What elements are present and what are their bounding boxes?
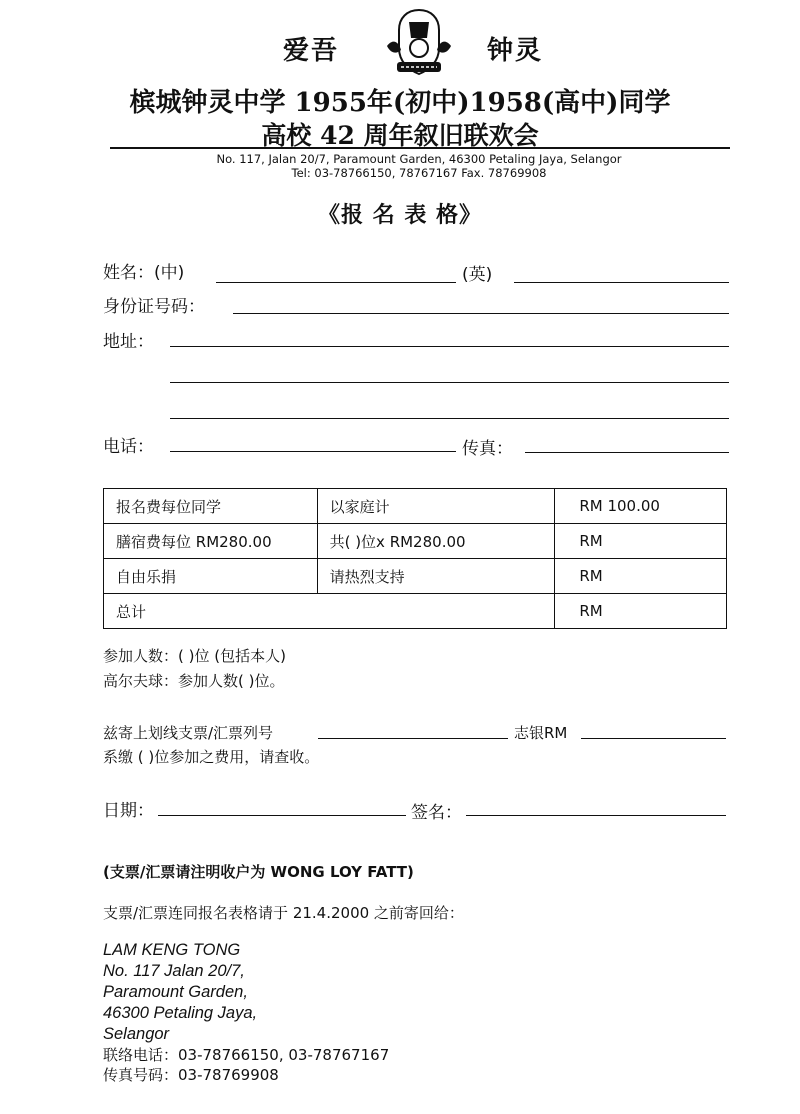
fax-field[interactable] <box>525 452 729 453</box>
fee-item: 自由乐捐 <box>104 559 318 594</box>
signature-field[interactable] <box>466 815 726 816</box>
header-phone-fax: Tel: 03-78766150, 78767167 Fax. 78769908 <box>291 166 547 180</box>
contact-phone: 联络电话：03-78766150, 03-78767167 <box>103 1046 390 1064</box>
date-label: 日期： <box>103 801 154 821</box>
fee-amount[interactable]: RM <box>555 594 727 629</box>
table-row <box>104 594 727 629</box>
phone-label: 电话： <box>103 437 154 457</box>
mailing-address-line: No. 117 Jalan 20/7, <box>103 962 245 980</box>
fee-detail: 以家庭计 <box>317 489 555 524</box>
name-chinese-field[interactable] <box>216 282 456 283</box>
fee-payment-note[interactable]: 系缴 ( )位参加之费用，请查收。 <box>103 748 320 766</box>
fee-item: 总计 <box>104 594 555 629</box>
mailing-address-line: LAM KENG TONG <box>103 941 241 959</box>
school-crest-icon <box>383 8 455 78</box>
cheque-number-label: 兹寄上划线支票/汇票列号 <box>103 724 274 742</box>
signature-label: 签名： <box>411 803 462 823</box>
table-row <box>104 559 727 594</box>
fee-item: 报名费每位同学 <box>104 489 318 524</box>
name-english-label: (英) <box>462 265 493 285</box>
deadline-note: 支票/汇票连同报名表格请于 21.4.2000 之前寄回给： <box>103 904 464 922</box>
event-title-line1: 槟城钟灵中学 1955年(初中)1958(高中)同学 <box>129 88 671 118</box>
motto-left: 爱吾 <box>283 36 340 66</box>
participant-count[interactable]: 参加人数：( )位 (包括本人) <box>103 647 286 665</box>
address-label: 地址： <box>103 332 154 352</box>
mailing-address-line: Paramount Garden, <box>103 983 248 1001</box>
address-field-line2[interactable] <box>170 382 729 383</box>
phone-field[interactable] <box>170 451 456 452</box>
date-field[interactable] <box>158 815 406 816</box>
fee-detail: 请热烈支持 <box>317 559 555 594</box>
contact-fax: 传真号码：03-78769908 <box>103 1066 279 1084</box>
header-address: No. 117, Jalan 20/7, Paramount Garden, 46300 Petaling Jaya, Selangor <box>216 152 622 166</box>
cheque-amount-field[interactable] <box>581 738 726 739</box>
ic-number-field[interactable] <box>233 313 729 314</box>
ic-number-label: 身份证号码： <box>103 297 205 317</box>
payee-note: (支票/汇票请注明收户为 WONG LOY FATT) <box>103 863 414 881</box>
fee-amount[interactable]: RM <box>555 559 727 594</box>
name-chinese-label: 姓名：(中) <box>103 263 185 283</box>
fee-item: 膳宿费每位 RM280.00 <box>104 524 318 559</box>
cheque-amount-label: 志银RM <box>514 724 568 742</box>
fees-table <box>103 488 727 629</box>
table-row <box>104 524 727 559</box>
address-field-line3[interactable] <box>170 418 729 419</box>
fee-amount[interactable]: RM <box>555 524 727 559</box>
event-title-line2: 高校 42 周年叙旧联欢会 <box>261 121 539 150</box>
table-row <box>104 489 727 524</box>
mailing-address-line: 46300 Petaling Jaya, <box>103 1004 258 1022</box>
golf-participant-count[interactable]: 高尔夫球：参加人数( )位。 <box>103 672 285 690</box>
form-title: 《报 名 表 格》 <box>318 202 482 228</box>
address-field-line1[interactable] <box>170 346 729 347</box>
fee-amount: RM 100.00 <box>555 489 727 524</box>
fee-detail[interactable]: 共( )位x RM280.00 <box>317 524 555 559</box>
motto-right: 钟灵 <box>487 36 544 66</box>
name-english-field[interactable] <box>514 282 729 283</box>
mailing-address-line: Selangor <box>103 1025 170 1043</box>
fax-label: 传真： <box>462 439 513 459</box>
header-divider <box>110 147 730 149</box>
mailing-address <box>103 940 257 1045</box>
cheque-number-field[interactable] <box>318 738 508 739</box>
